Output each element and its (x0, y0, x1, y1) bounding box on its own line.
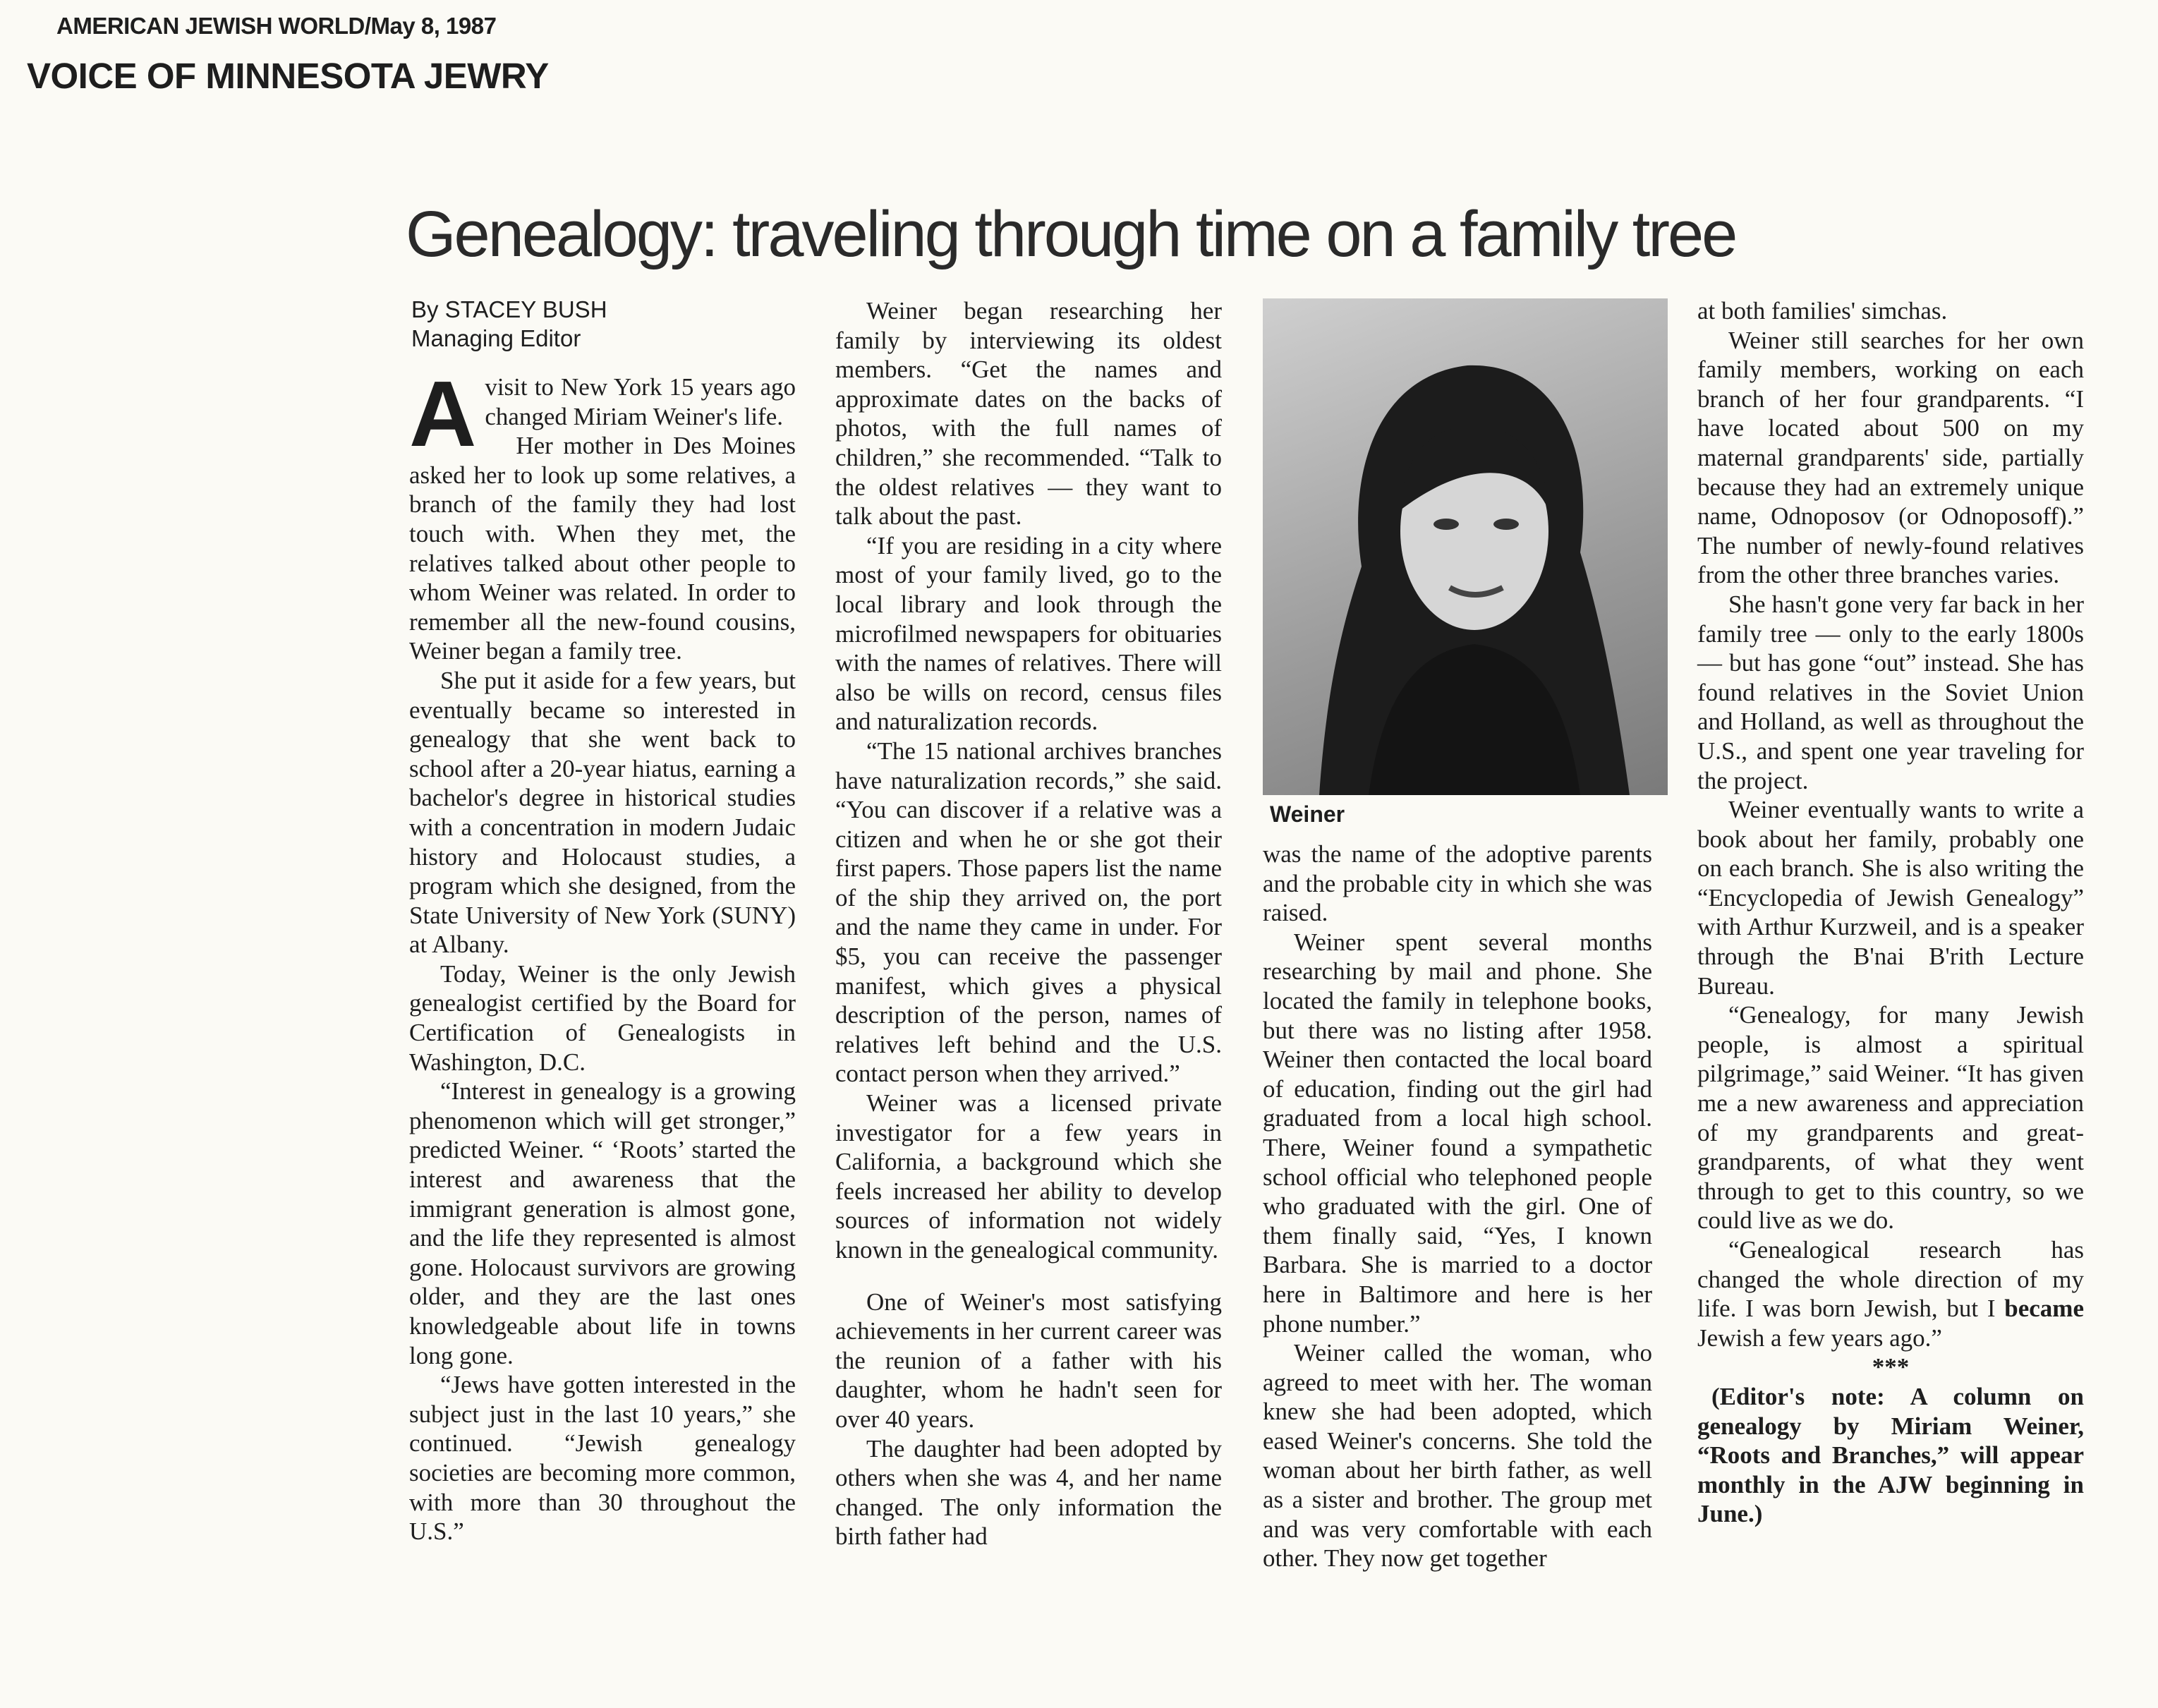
paragraph (835, 1434, 1222, 1551)
paragraph-text: “If you are residing in a city where most of your family lived, go to the local library and look through the microfilmed newspapers for obituaries with the names of relatives. There will also be wills on record, census files and naturalization records. (835, 531, 1222, 736)
paragraph (1697, 1000, 2084, 1235)
article-column-4 (1697, 296, 2084, 1529)
paragraph-text: visit to New York 15 years ago changed Miriam Weiner's life. (485, 373, 796, 430)
article-column-1 (409, 362, 796, 1546)
paragraph-text: “Genealogy, for many Jewish people, is almost a spiritual pilgrimage,” said Weiner. “It has given me a new awareness and appreciation of my grandparents and great-grandparents, of what they went through to get to this country, so we could live as we do. (1697, 1001, 2084, 1235)
paragraph-text: Weiner eventually wants to write a book about her family, probably one on each branch. She is also writing the “Encyclopedia of Jewish Genealogy” with Arthur Kurzweil, and is a speaker through the B'nai B'rith Lecture Bureau. (1697, 796, 2084, 1000)
article-headline: Genealogy: traveling through time on a family tree (406, 198, 1736, 270)
publication-dateline: AMERICAN JEWISH WORLD/May 8, 1987 (56, 13, 497, 39)
paragraph (835, 1089, 1222, 1265)
paragraph-text: (Editor's note: A column on genealogy by Miriam Weiner, “Roots and Branches,” will appear monthly in the AJW beginning in June.) (1697, 1382, 2084, 1528)
editors-note (1697, 1382, 2084, 1529)
paragraph-text: “The 15 national archives branches have naturalization records,” she said. “You can discover if a relative was a citizen and when he or she got their first papers. Those papers list the name of the ship they arrived on, the port and the name they came in under. For $5, you can receive the passenger manifest, which gives a physical description of the person, names of relatives left behind and the U.S. contact person when they arrived.” (835, 737, 1222, 1088)
paragraph-text: She put it aside for a few years, but eventually became so interested in genealogy that she went back to school after a 20-year hiatus, earning a bachelor's degree in historical studies with a concentration in modern Judaic history and Holocaust studies, a program which she designed, from the State University of New York (SUNY) at Albany. (409, 666, 796, 959)
byline-role: Managing Editor (411, 325, 581, 351)
byline (411, 295, 607, 353)
paragraph (1263, 840, 1652, 928)
paragraph (1263, 1338, 1652, 1573)
drop-cap: A (409, 362, 477, 466)
paragraph (1697, 326, 2084, 590)
paragraph-text: at both families' simchas. (1697, 297, 1948, 325)
paragraph-text: “Interest in genealogy is a growing phenomenon which will get stronger,” predicted Weiner. “ ‘Roots’ started the interest and awareness that the immigrant generation is almost gone, and the life they represented is almost gone. Holocaust survivors are growing older, and they are the last ones knowledgeable about life in towns long gone. (409, 1077, 796, 1369)
paragraph-text: “Jews have gotten interested in the subject just in the last 10 years,” she continued. “Jewish genealogy societies are becoming more common, with more than 30 throughout the U.S.” (409, 1371, 796, 1546)
paragraph (409, 1077, 796, 1370)
paragraph (1697, 296, 2084, 326)
paragraph (1697, 795, 2084, 1000)
section-divider (1697, 1352, 2084, 1382)
paragraph (409, 362, 796, 466)
paragraph-text: Weiner spent several months researching by mail and phone. She located the family in telephone books, but there was no listing after 1958. Weiner then contacted the local board of education, finding out the girl had graduated from a local high school. There, Weiner found a sympathetic school official who telephoned people who graduated with the girl. One of them finally said, “Yes, I known Barbara. She is married to a doctor here in Baltimore and here is her phone number.” (1263, 928, 1652, 1338)
paragraph-text: Jewish a few years ago.” (1697, 1324, 1942, 1352)
paragraph (835, 737, 1222, 1089)
portrait-photo (1263, 298, 1668, 795)
publication-tagline: VOICE OF MINNESOTA JEWRY (27, 56, 549, 96)
paragraph-text: Weiner called the woman, who agreed to meet with her. The woman knew she had been adopted, which eased Weiner's concerns. She told the woman about her birth father, as well as a sister and brother. The group met and was very comfortable with each other. They now get together (1263, 1339, 1652, 1573)
paragraph (409, 431, 796, 666)
paragraph-text: “Genealogical research has changed the whole direction of my life. I was born Jewish, but I (1697, 1236, 2084, 1323)
paragraph-text: *** (1872, 1353, 1910, 1381)
article-column-3 (1263, 840, 1652, 1573)
byline-author: By STACEY BUSH (411, 296, 607, 322)
paragraph (409, 666, 796, 959)
paragraph-text: Weiner began researching her family by interviewing its oldest members. “Get the names and approximate dates on the backs of photos, with the full names of children,” she recommended. “Talk to the oldest relatives — they want to talk about the past. (835, 297, 1222, 531)
portrait-image (1263, 298, 1668, 795)
paragraph (1263, 928, 1652, 1338)
paragraph (1697, 1235, 2084, 1352)
article-column-2 (835, 296, 1222, 1551)
paragraph (835, 296, 1222, 531)
paragraph-text: Her mother in Des Moines asked her to look up some relatives, a branch of the family they had lost touch with. When they met, the relatives talked about other people to whom Weiner was related. In order to remember all the new-found cousins, Weiner began a family tree. (409, 432, 796, 665)
emphasis-text: became (2004, 1295, 2084, 1323)
paragraph (835, 531, 1222, 737)
paragraph-text: The daughter had been adopted by others when she was 4, and her name changed. The only information the birth father had (835, 1434, 1222, 1551)
column-gap (835, 1265, 1222, 1288)
paragraph-text: Today, Weiner is the only Jewish genealogist certified by the Board for Certification of Genealogists in Washington, D.C. (409, 959, 796, 1076)
paragraph (409, 1370, 796, 1546)
paragraph (1697, 590, 2084, 795)
paragraph (409, 959, 796, 1077)
paragraph-text: was the name of the adoptive parents and the probable city in which she was raised. (1263, 840, 1652, 927)
paragraph-text: One of Weiner's most satisfying achievements in her current career was the reunion of a father with his daughter, whom he hadn't seen for over 40 years. (835, 1288, 1222, 1433)
photo-caption: Weiner (1270, 801, 1345, 827)
paragraph (835, 1288, 1222, 1434)
paragraph-text: Weiner still searches for her own family members, working on each branch of her four grandparents. “I have located about 500 on my maternal grandparents' side, partially because they had an extremely unique name, Odnoposov (or Odnoposoff).” The number of newly-found relatives from the other three branches varies. (1697, 326, 2084, 589)
paragraph-text: Weiner was a licensed private investigator for a few years in California, a background which she feels increased her ability to develop sources of information not widely known in the genealogical community. (835, 1089, 1222, 1264)
paragraph-text: She hasn't gone very far back in her family tree — only to the early 1800s — but has gone “out” instead. She has found relatives in the Soviet Union and Holland, as well as throughout the U.S., and spent one year traveling for the project. (1697, 590, 2084, 794)
